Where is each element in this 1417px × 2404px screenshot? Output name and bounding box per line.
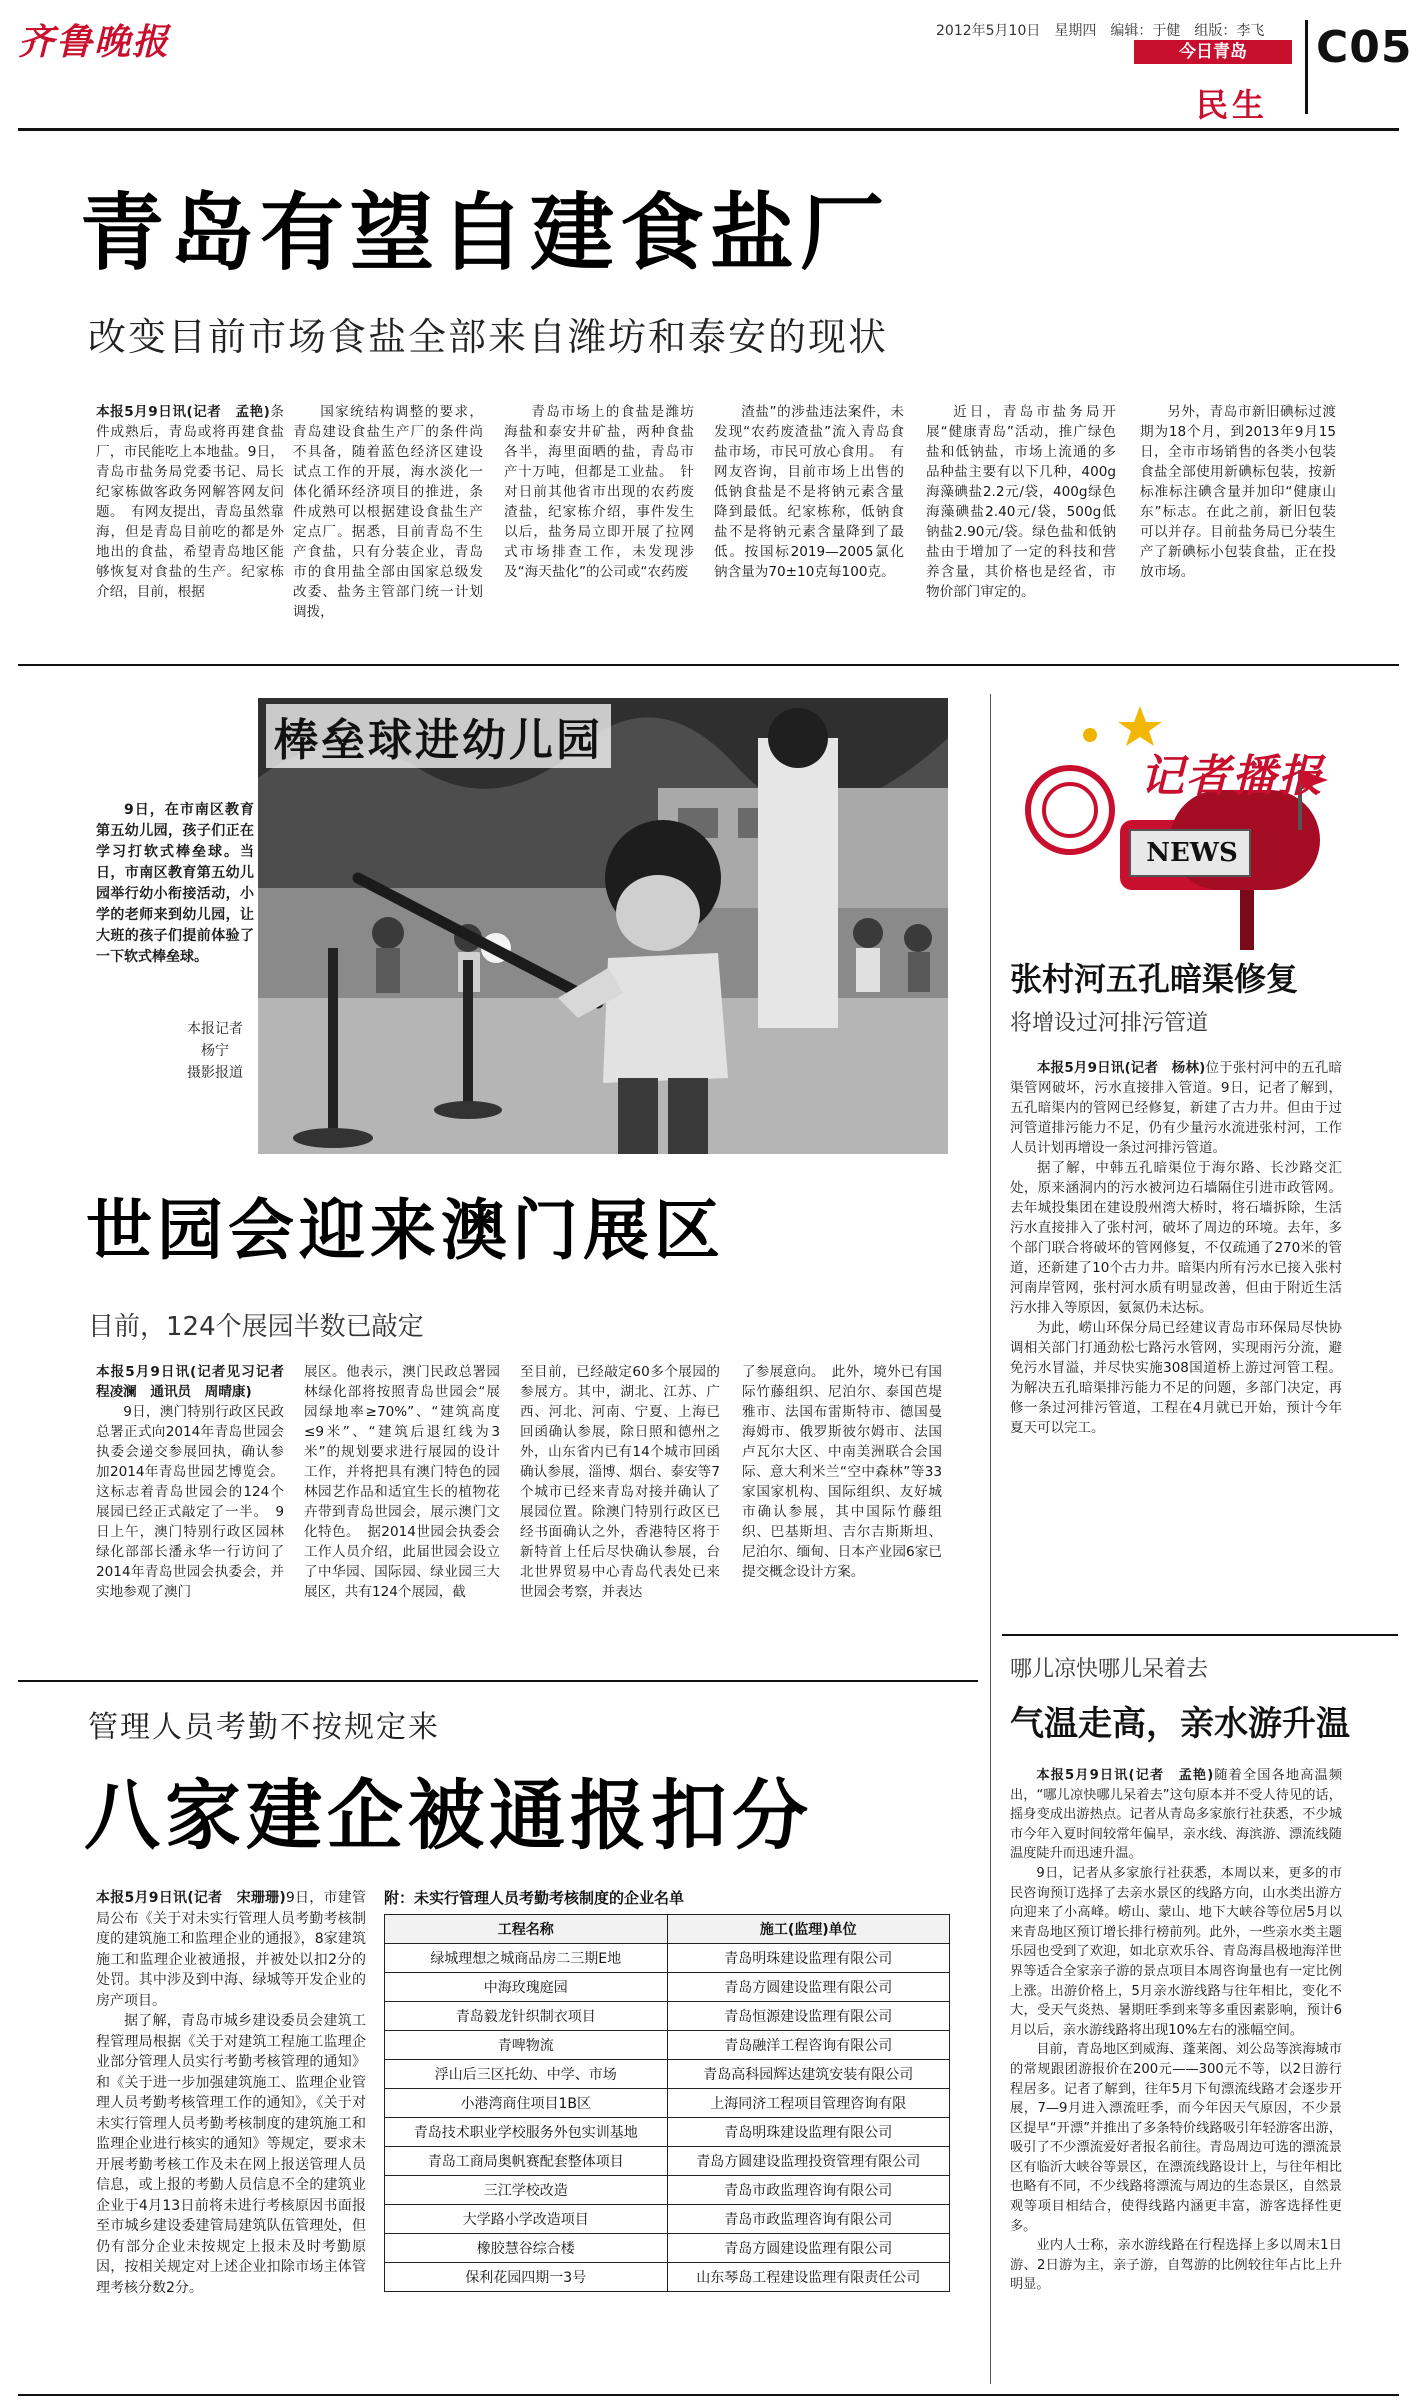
masthead-divider [1305,20,1308,114]
lead-text-6: 另外，青岛市新旧碘标过渡期为18个月，到2013年9月15日，全市市场销售的各类小包装食盐全部使用新碘标包装，按新标准标注碘含量并加印“健康山东”标志。在此之前，新旧包装可以并存。目前盐务局已分装生产了新碘标小包装食盐，正在投放市场。 [1140,404,1336,580]
table-row [385,2234,950,2263]
project-name-cell: 青啤物流 [385,2031,668,2060]
page-bottom-rule [18,2394,1399,2396]
construction-headline: 八家建企被通报扣分 [84,1771,813,1860]
sewer-subhead: 将增设过河排污管道 [1010,1011,1209,1036]
swim-kicker: 哪儿凉快哪儿呆着去 [1010,1657,1209,1682]
project-name-cell: 橡胶慧谷综合楼 [385,2234,668,2263]
swim-text-4: 业内人士称，亲水游线路在行程选择上多以周末1日游、2日游为主，亲子游，自驾游的比例较往年占比上升明显。 [1010,2238,1342,2293]
swim-headline: 气温走高，亲水游升温 [1010,1704,1350,1744]
company-name-cell: 青岛市政监理咨询有限公司 [667,2205,950,2234]
lead-headline: 青岛有望自建食盐厂 [80,184,891,282]
project-name-cell: 浮山后三区托幼、中学、市场 [385,2060,668,2089]
photo-caption [96,800,254,1020]
expo-rule [18,1680,978,1682]
photo-credit-line-2: 杨宁 [201,1043,229,1059]
company-list-title: 附：未实行管理人员考勤考核制度的企业名单 [384,1889,685,1907]
section-title: 民生 [1196,86,1269,124]
swim-body [1010,1766,1342,2388]
lead-text-4: 渣盐”的涉盐违法案件，未发现“农药废渣盐”流入青岛食盐市场，市民可放心食用。 有网友咨询，目前市场上出售的低钠食盐是不是将钠元素含量降到最低。纪家栋称，低钠食盐不是将钠元素含量降到了最低。按国标2019—2005氯化钠含量为70±10克每100克。 [714,404,904,580]
project-name-cell: 大学路小学改造项目 [385,2205,668,2234]
company-name-cell: 青岛高科园辉达建筑安装有限公司 [667,2060,950,2089]
project-name-cell: 绿城理想之城商品房二三期E地 [385,1944,668,1973]
lead-subhead: 改变目前市场食盐全部来自潍坊和泰安的现状 [88,315,889,359]
photo-overlay-title: 棒垒球进幼儿园 [266,704,611,768]
expo-text-4: 了参展意向。 此外，境外已有国际竹藤组织、尼泊尔、泰国芭堤雅市、法国布雷斯特市、德国曼海姆市、俄罗斯彼尔姆市、法国卢瓦尔大区、中南美洲联合会国际、意大利米兰“空中森林”等33家国家机构、国际组织、友好城市确认参展，其中国际竹藤组织、巴基斯坦、吉尔吉斯斯坦、尼泊尔、缅甸、日本产业园6家已提交概念设计方案。 [742,1364,942,1580]
swim-byline: 本报5月9日讯(记者 孟艳) [1036,1768,1214,1783]
table-row [385,2205,950,2234]
sewer-text-2: 据了解，中韩五孔暗渠位于海尔路、长沙路交汇处，原来涵洞内的污水被河边石墙隔住引进市政管网。去年城投集团在建设殷州湾大桥时，将石墙拆除，生活污水直接排入了张村河，破坏了周边的环境。去年，多个部门联合将破坏的管网修复，不仅疏通了270米的管道，还新建了10个古力井。暗渠内所有污水已接入张村河南岸管网，张村河水质有明显改善，但由于附近生活污水排入等原因，氨氮仍未达标。 [1010,1160,1342,1316]
table-row [385,1973,950,2002]
sewer-rule [1002,1634,1398,1636]
swim-text-1: 随着全国各地高温频出，“哪儿凉快哪儿呆着去”这句原本并不受人待见的话，摇身变成出游热点。记者从青岛多家旅行社获悉，不少城市今年入夏时间较常年偏早，亲水线、海滨游、漂流线随温度陡升而迅速升温。 [1010,1768,1343,1862]
swim-text-2: 9日，记者从多家旅行社获悉，本周以来，更多的市民咨询预订选择了去亲水景区的线路方向，山水类出游方向迎来了小高峰。崂山、蒙山、地下大峡谷等位居5月以来青岛地区预订增长排行榜前列。此外，一些亲水类主题乐园也受到了欢迎，如北京欢乐谷、青岛海昌极地海洋世界等适合全家亲子游的景点项目本周咨询量也有一定比例上涨。出游价格上，5月亲水游线路与往年相比，变化不大，受天气炎热、暑期旺季到来等多重因素影响，预计6月以后，亲水游线路将出现10%左右的涨幅空间。 [1010,1865,1342,2038]
construction-kicker: 管理人员考勤不按规定来 [88,1710,440,1745]
sewer-headline: 张村河五孔暗渠修复 [1010,960,1299,998]
expo-col-2 [304,1362,500,1642]
lead-text-1: 条件成熟后，青岛或将再建食盐厂，市民能吃上本地盐。9日，青岛市盐务局党委书记、局长纪家栋做客政务网解答网友问题。 有网友提出，青岛虽然靠海，但是青岛目前吃的都是外地出的食盐，希望青岛地区能够恢复对食盐的生产。纪家栋介绍，目前，根据 [96,404,285,600]
reporter-badge-graphic [1010,700,1340,950]
photo-credit-line-3: 摄影报道 [187,1065,243,1081]
sewer-text-3: 为此，崂山环保分局已经建议青岛市环保局尽快协调相关部门打通劲松七路污水管网，实现雨污分流，避免污水冒溢，并尽快实施308国道桥上游过河管工程。为解决五孔暗渠排污能力不足的问题，多部门决定，再修一条过河排污管道，工程在4月就已开始，预计今年夏天可以完工。 [1010,1320,1342,1436]
company-name-cell: 青岛方圆建设监理投资管理有限公司 [667,2147,950,2176]
table-row [385,2147,950,2176]
table-row [385,2031,950,2060]
company-name-cell: 青岛明珠建设监理有限公司 [667,1944,950,1973]
company-name-cell: 青岛明珠建设监理有限公司 [667,2118,950,2147]
masthead-rule [18,128,1399,131]
project-name-cell: 三江学校改造 [385,2176,668,2205]
lead-col-5 [926,402,1116,632]
expo-col-4 [742,1362,942,1642]
expo-text-1: 9日，澳门特别行政区民政总署正式向2014年青岛世园会执委会递交参展回执，确认参加2014年青岛世园艺博览会。这标志着青岛世园会的124个展园已经正式敲定了一半。 9日上午，澳门特别行政区园林绿化部部长潘永华一行访问了2014年青岛世园会执委会，并实地参观了澳门 [96,1404,284,1600]
construction-text-1: 9日，市建管局公布《关于对未实行管理人员考勤考核制度的建筑施工和监理企业的通报》，8家建筑施工和监理企业被通报，并被处以扣2分的处罚。其中涉及到中海、绿城等开发企业的房产项目。 [96,1890,366,2009]
project-name-cell: 小港湾商住项目1B区 [385,2089,668,2118]
table-row [385,2002,950,2031]
table-body [385,1944,950,2292]
table-row [385,2176,950,2205]
table-header-row [385,1915,950,1944]
reporter-badge-title: 记者播报 [1140,751,1324,802]
photo-credit-line-1: 本报记者 [187,1021,243,1037]
project-name-cell: 青岛工商局奥帆赛配套整体项目 [385,2147,668,2176]
lead-col-4 [714,402,904,632]
lead-text-2: 国家统结构调整的要求，青岛建设食盐生产厂的条件尚不具备，随着蓝色经济区建设试点工作的开展，海水淡化一体化循环经济项目的推进，条件成熟可以根据建设食盐生产定点厂。据悉，目前青岛不生产食盐，只有分装企业，青岛市的食用盐全部由国家总级发改委、盐务主管部门统一计划调拨， [293,404,483,620]
lead-text-3: 青岛市场上的食盐是潍坊海盐和泰安井矿盐，两种食盐各半，海里面晒的盐，青岛市产十万吨，但都是工业盐。 针对日前其他省市出现的农药废渣盐，纪家栋介绍，事件发生以后，盐务局立即开展了拉网式市场排查工作，未发现涉及“海天盐化”的公司或“农药废 [504,404,694,580]
project-name-cell: 青岛毅龙针织制衣项目 [385,2002,668,2031]
photo-caption-text: 9日，在市南区教育第五幼儿园，孩子们正在学习打软式棒垒球。当日，市南区教育第五幼儿园举行幼小衔接活动，小学的老师来到幼儿园，让大班的孩子们提前体验了一下软式棒垒球。 [96,802,254,965]
section-sub-tag: 今日青岛 [1134,40,1292,64]
col-header-project: 工程名称 [385,1915,668,1944]
lead-byline: 本报5月9日讯(记者 孟艳) [96,404,270,420]
expo-text-3: 至目前，已经敲定60多个展园的参展方。其中，湖北、江苏、广西、河北、河南、宁夏、上海已回函确认参展，除日照和德州之外，山东省内已有14个城市回函确认参展，淄博、烟台、泰安等7个城市已经来青岛对接并确认了展园位置。除澳门特别行政区已经书面确认之外，香港特区将于新特首上任后尽快确认参展，台北世界贸易中心青岛代表处已来世园会考察，并表达 [520,1364,720,1600]
company-list-table [384,1914,950,2292]
company-name-cell: 青岛方圆建设监理有限公司 [667,1973,950,2002]
company-name-cell: 山东琴岛工程建设监理有限责任公司 [667,2263,950,2292]
table-row [385,2060,950,2089]
sewer-body [1010,1058,1342,1628]
company-name-cell: 青岛市政监理咨询有限公司 [667,2176,950,2205]
expo-col-1 [96,1362,298,1642]
company-name-cell: 青岛方圆建设监理有限公司 [667,2234,950,2263]
lead-rule [18,664,1399,666]
page-number: C05 [1316,22,1413,73]
company-name-cell: 青岛融洋工程咨询有限公司 [667,2031,950,2060]
table-row [385,1944,950,1973]
construction-text-2: 据了解，青岛市城乡建设委员会建筑工程管理局根据《关于对建筑工程施工监理企业部分管理人员实行考勤考核管理的通知》和《关于进一步加强建筑施工、监理企业管理人员考勤考核管理工作的通知》，《关于对未实行管理人员考勤考核制度的建筑施工和监理企业进行核实的通知》等规定，要求未开展考勤考核工作及未在网上报送管理人员信息，或上报的考勤人员信息不全的建筑业企业于4月13日前将未进行考核原因书面报至市城乡建设委建管局建筑队伍管理处，但仍有部分企业未按规定上报未及时考勤原因，按相关规定对上述企业扣除市场主体管理考核分数2分。 [96,2013,366,2296]
expo-headline: 世园会迎来澳门展区 [86,1192,725,1269]
table-row [385,2263,950,2292]
date-line: 2012年5月10日 星期四 编辑：于健 组版：李飞 [936,23,1265,39]
lead-text-5: 近日，青岛市盐务局开展“健康青岛”活动，推广绿色盐和低钠盐，市场上流通的多品种盐主要有以下几种，400g海藻碘盐2.2元/袋，400g绿色海藻碘盐2.40元/袋，500g低钠盐2.90元/袋。绿色盐和低钠盐由于增加了一定的科技和营养含量，其价格也是经省，市物价部门审定的。 [926,404,1116,600]
sewer-text-1: 位于张村河中的五孔暗渠管网破坏，污水直接排入管道。9日，记者了解到，五孔暗渠内的管网已经修复，新建了古力井。但由于过河管道排污能力不足，仍有少量污水流进张村河，工作人员计划再增设一条过河排污管道。 [1010,1060,1342,1156]
mailbox-icon [1010,700,1340,950]
kindergarten-photo [258,698,948,1154]
expo-subhead: 目前，124个展园半数已敲定 [88,1312,424,1342]
company-name-cell: 上海同济工程项目管理咨询有限 [667,2089,950,2118]
table-row [385,2118,950,2147]
project-name-cell: 青岛技术职业学校服务外包实训基地 [385,2118,668,2147]
expo-col-3 [520,1362,720,1642]
lead-col-2 [293,402,483,632]
swim-text-3: 目前，青岛地区到威海、蓬莱阁、刘公岛等滨海城市的常规跟团游报价在200元——300元不等，以2日游行程居多。记者了解到，往年5月下旬漂流线路才会逐步开展，7—9月进入漂流旺季，而今年因天气原因，不少景区提早“开漂”并推出了多条特价线路吸引年轻游客出游，吸引了不少漂流爱好者报名前往。青岛周边可选的漂流景区有临沂大峡谷等景区，在漂流线路设计上，与往年相比也略有不同，不少线路将漂流与周边的生态景区，自然景观等项目相结合，使得线路内涵更丰富，游客选择性更多。 [1010,2042,1342,2234]
sewer-byline: 本报5月9日讯(记者 杨林) [1037,1060,1206,1076]
lead-col-3 [504,402,694,632]
expo-text-2: 展区。他表示，澳门民政总署园林绿化部将按照青岛世园会“展园绿地率≥70%”、“建筑高度≤9米”、“建筑后退红线为3米”的规划要求进行展园的设计工作，并将把具有澳门特色的园林园艺作品和适宜生长的植物花卉带到青岛世园会，展示澳门文化特色。 据2014世园会执委会工作人员介绍，此届世园会设立了中华园、国际园、绿业园三大展区，共有124个展园，截 [304,1364,500,1600]
construction-byline: 本报5月9日讯(记者 宋珊珊) [96,1890,286,1906]
expo-byline: 本报5月9日讯(记者见习记者 程凌澜 通讯员 周晴康) [96,1364,298,1400]
table-row [385,2089,950,2118]
col-header-company: 施工(监理)单位 [667,1915,950,1944]
photo-credit [170,1018,260,1084]
news-label: NEWS [1146,838,1238,868]
newspaper-logo: 齐鲁晚报 [18,21,171,63]
company-name-cell: 青岛恒源建设监理有限公司 [667,2002,950,2031]
company-list [384,1886,950,2292]
project-name-cell: 中海玫瑰庭园 [385,1973,668,2002]
right-column-divider [990,694,991,2384]
construction-body [96,1888,366,2318]
lead-col-1 [96,402,284,632]
project-name-cell: 保利花园四期一3号 [385,2263,668,2292]
lead-col-6 [1140,402,1336,632]
